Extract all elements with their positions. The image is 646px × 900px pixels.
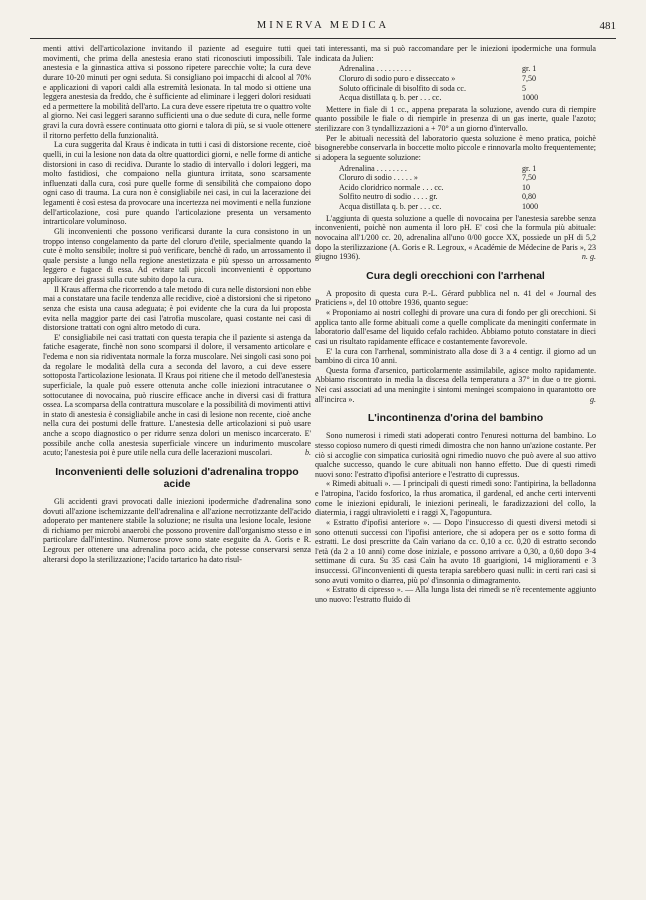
paragraph: Gli accidenti gravi provocati dalle iniezioni ipodermiche d'adrenalina sono dovuti all'azione ischemizzante dell'adrenalina e all'azione necrotizzante dell'acido adoperato per mantenere stabile la soluzione; ne risulta una lesione locale, lesione di richiamo per microbi anaerobi che possono provenire dall'organismo stesso e in particolare dall'intestino. Numerose prove sono state eseguite da A. Goris e R. Legroux per ottenere una adrenalina poco acida, che potesse conservarsi senza alterarsi dopo la sterilizzazione; l'acido tartarico ha dato risul- <box>43 496 311 564</box>
formula-ingredient: Acqua distillata q. b. per . . . cc. <box>339 202 442 211</box>
formula-ingredient: Cloruro di sodio puro e disseccato » <box>339 73 456 83</box>
paragraph <box>43 333 311 458</box>
paragraph-text: Questa forma d'arsenico, particolarmente assimilabile, agisce molto rapidamente. Abbiamo riscontrato in media la discesa della temperatura a 37° in due o tre giorni. Nei casi associati ad una meningite i sintomi meningei scompaiono in quarantotto ore all'incirca ». <box>315 365 596 404</box>
paragraph: « Estratto d'ipofisi anteriore ». — Dopo l'insuccesso di questi diversi metodi si sono ottenuti successi con l'ipofisi anteriore, che si adopera per os e sotto forma di estratti. Le dosi prescritte da Caïn variano da cc. 0,10 a cc. 0,20 di estratto secondo l'età (da 2 a 10 anni) come dose iniziale, e possono arrivare a 0,30, a 0,60 dopo 3-4 settimane di cura. Su 35 casi Caïn ha avuto 18 guarigioni, 14 miglioramenti e 3 insuccessi. Gl'inconvenienti di questa terapia sarebbero quasi nulli: in certi rari casi si sono avuti vomito o diarrea, più po' d'insonnia o dimagramento. <box>315 517 596 585</box>
formula-amount: 7,50 <box>522 173 537 183</box>
paragraph: « Rimedi abituali ». — I principali di questi rimedi sono: l'antipirina, la belladonna e l'atropina, l'acido fosforico, la rhus aromatica, il gardenal, ed anche certi interventi come le iniezioni epidurali, le iniezioni perineali, le faradizzazioni del collo, la diatermia, i raggi ultravioletti e i raggi X, l'agopuntura. <box>315 479 596 518</box>
author-initial: n. g. <box>581 252 596 262</box>
paragraph <box>315 214 596 262</box>
formula-amount: gr. 1 <box>522 163 537 173</box>
formula-ingredient: Soluto officinale di bisolfito di soda cc. <box>339 83 467 93</box>
paragraph: La cura suggerita dal Kraus è indicata in tutti i casi di distorsione recente, cioè quelli, in cui la lesione non data da oltre quattordici giorni, e nelle forme di antiche distorsioni in caso di recidiva. Durante lo stadio di intervallo i dolori leggeri, ma molto fastidiosi, che compaiono nella giuntura irritata, sono scarsamente influenzati dalla cura, così pure quelle forme di sensibilità che compaiono dopo ogni caso di trauma. La cura non è consigliabile nei casi, in cui la lacerazione dei legamenti è così estesa da provocare una incertezza nei movimenti e nella funzione dell'articolazione, così pure quando l'articolazione presenta un versamento intrarticolare voluminoso. <box>43 140 311 227</box>
paragraph: E' la cura con l'arrhenal, somministrato alla dose di 3 a 4 centigr. il giorno ad un bambino di circa 10 anni. <box>315 346 596 366</box>
paragraph: « Estratto di cipresso ». — Alla lunga lista dei rimedi se n'è recentemente aggiunto uno nuovo: l'estratto fluido di <box>315 585 596 604</box>
page-header <box>30 20 616 38</box>
paragraph: Mettere in fiale di 1 cc., appena preparata la soluzione, avendo cura di riempire quanto possibile le fiale o di riempirle in presenza di un gas inerte, quale l'azoto; sterilizzare con 3 tyndallizzazioni a + 70° a un giorno d'intervallo. <box>315 104 596 133</box>
paragraph: « Proponiamo ai nostri colleghi di provare una cura di fondo per gli orecchioni. Si applica tanto alle forme abituali come a quelle complicate da meningiti confermate in laboratorio dall'esame del liquido cefalo rachideo. Abbiamo potuto constatare in dieci casi un risultato rapidamente efficace e costantemente favorevole. <box>315 308 596 346</box>
left-column <box>43 44 311 564</box>
section-heading-incontinenza: L'incontinenza d'orina del bambino <box>367 412 544 425</box>
formula-laboratorio <box>315 164 596 212</box>
formula-amount: 10 <box>522 182 531 192</box>
formula-amount: gr. 1 <box>522 64 537 74</box>
section-heading-orecchioni: Cura degli orecchioni con l'arrhenal <box>366 269 545 282</box>
paragraph-text: L'aggiunta di questa soluzione a quelle di novocaina per l'anestesia sarebbe senza inconvenienti, poichè non aumenta il loro pH. E' così che la formula più abituale: novocaina all'1/200 cc. 20, adrenalina all'uno 0/00 gocce XX, possiede un pH di 5,2 dopo la sterilizzazione (A. Goris e R. Legroux, « Académie de Médecine de Paris », 23 giugno 1936). <box>315 213 596 262</box>
formula-ingredient: Adrenalina . . . . . . . . . <box>339 64 411 74</box>
section-heading-adrenalina: Inconvenienti delle soluzioni d'adrenalina troppo acide <box>55 465 299 490</box>
author-initial: b. <box>304 448 311 458</box>
formula-amount: 7,50 <box>522 73 537 83</box>
page-number: 481 <box>599 20 616 32</box>
formula-ingredient: Acido cloridrico normale . . . cc. <box>339 182 444 192</box>
formula-ingredient: Cloruro di sodio . . . . . » <box>339 173 418 183</box>
paragraph: tati interessanti, ma si può raccomandare per le iniezioni ipodermiche una formula indicata da Julien: <box>315 44 596 63</box>
formula-amount: 1000 <box>522 202 539 211</box>
paragraph: Sono numerosi i rimedi stati adoperati contro l'enuresi notturna del bambino. Lo stesso copioso numero di questi rimedi dimostra che non hanno un'azione costante. Per ciò si accoglie con simpatica curiosità ogni rimedio nuovo che può avere al suo attivo qualche successo, quando le cure abituali non hanno effetto. Due di questi rimedi nuovi sono: l'estratto d'ipofisi anteriore e l'estratto di cupressus. <box>315 431 596 479</box>
paragraph-text: E' consigliabile nei casi trattati con questa terapia che il paziente si astenga da fatiche esagerate, finchè non sono scomparsi il dolore, il versamento articolare e l'edema e non sia ridiventata normale la forza muscolare. Nei singoli casi sono poi da regolare le modalità della cura a seconda del lavoro, a cui deve essere sottoposta l'articolazione lesionata. Il Kraus poi ritiene che il metodo dell'anestesia superficiale, la quale può essere ottenuta anche colle iniezioni intracutanee o sottocutanee di novocaina, può riuscire efficace anche in diversi casi di frattura ossea. La scomparsa della contrattura muscolare e la possibilità di movimenti attivi in stato di anestesia è consigliabile anche in casi di lesione non recente, cioè anche nella cura dei postumi delle fratture. L'anestesia delle articolazioni si può usare anche a scopo diagnostico o per ridurre senza dolori un menisco incarcerato. E' possibile anche colla anestesia superficiale vincere un indurimento muscolare acuto; l'anestesia poi è pure utile nella cura delle lacerazioni muscolari. <box>43 332 311 458</box>
formula-ingredient: Adrenalina . . . . . . . . <box>339 163 407 173</box>
author-initial: g. <box>589 394 596 404</box>
journal-title: MINERVA MEDICA <box>256 20 390 31</box>
formula-julien <box>315 64 596 103</box>
formula-amount: 0,80 <box>522 192 537 202</box>
formula-ingredient: Acqua distillata q. b. per . . . cc. <box>339 93 442 103</box>
formula-ingredient: Solfito neutro di sodio . . . . gr. <box>339 192 438 202</box>
paragraph: A proposito di questa cura P.-L. Gérard pubblica nel n. 41 del « Journal des Praticiens », del 10 ottobre 1936, quanto segue: <box>315 288 596 308</box>
paragraph: menti attivi dell'articolazione invitando il paziente ad eseguire tutti quei movimenti, che prima della anestesia erano stati riconosciuti impossibili. Tale anestesia e la ginnastica attiva si possono ripetere parecchie volte; la cura deve durare 10-20 minuti per ogni seduta. Si consigliano poi impacchi di alcool al 70% e applicazioni di vapori caldi alla estremità lesionata. In tal modo si ottiene una leggera anestesia da freddo, che è sufficiente ad eliminare i leggeri dolori residuati ed a permettere la mobilità dell'arto. La cura deve essere ripetuta tre o quattro volte al giorno. Nei casi leggeri saranno sufficienti una o due sedute di cura, nelle forme gravi la cura dovrà essere continuata otto giorni e talora di più, se si vuole ottenere il ritorno perfetto della funzionalità. <box>43 44 311 140</box>
header-rule <box>30 38 616 39</box>
paragraph <box>315 366 596 405</box>
formula-amount: 5 <box>522 83 527 93</box>
formula-amount: 1000 <box>522 93 539 103</box>
right-column <box>315 44 596 605</box>
paragraph: Il Kraus afferma che ricorrendo a tale metodo di cura nelle distorsioni non ebbe mai a constatare una facile tendenza alle recidive, cioè a distorsioni che si ripetono senza che esista una causa adeguata; è poi evidente che la cura da lui proposta evita nella maggior parte dei casi l'atrofia muscolare, quasi costante nei casi di distorsione trattati con ogni altro metodo di cura. <box>43 284 311 333</box>
paragraph: Gli inconvenienti che possono verificarsi durante la cura consistono in un troppo intenso congelamento da parte del cloruro d'etile, specialmente quando la cute è molto sensibile; inoltre si può verificare, benchè di rado, un arrossamento il quale persiste a lungo nella regione anestetizzata e più spesso un arrossamento leggero e fugace di essa. Ad evitare tali piccoli inconvenienti è opportuno applicare dei grassi sulla cute subito dopo la cura. <box>43 226 311 284</box>
paragraph: Per le abituali necessità del laboratorio questa soluzione è meno pratica, poichè bisognerebbe conservarla in boccette molto piccole e rinnovarla molto frequentemente; si adopera la seguente soluzione: <box>315 133 596 162</box>
